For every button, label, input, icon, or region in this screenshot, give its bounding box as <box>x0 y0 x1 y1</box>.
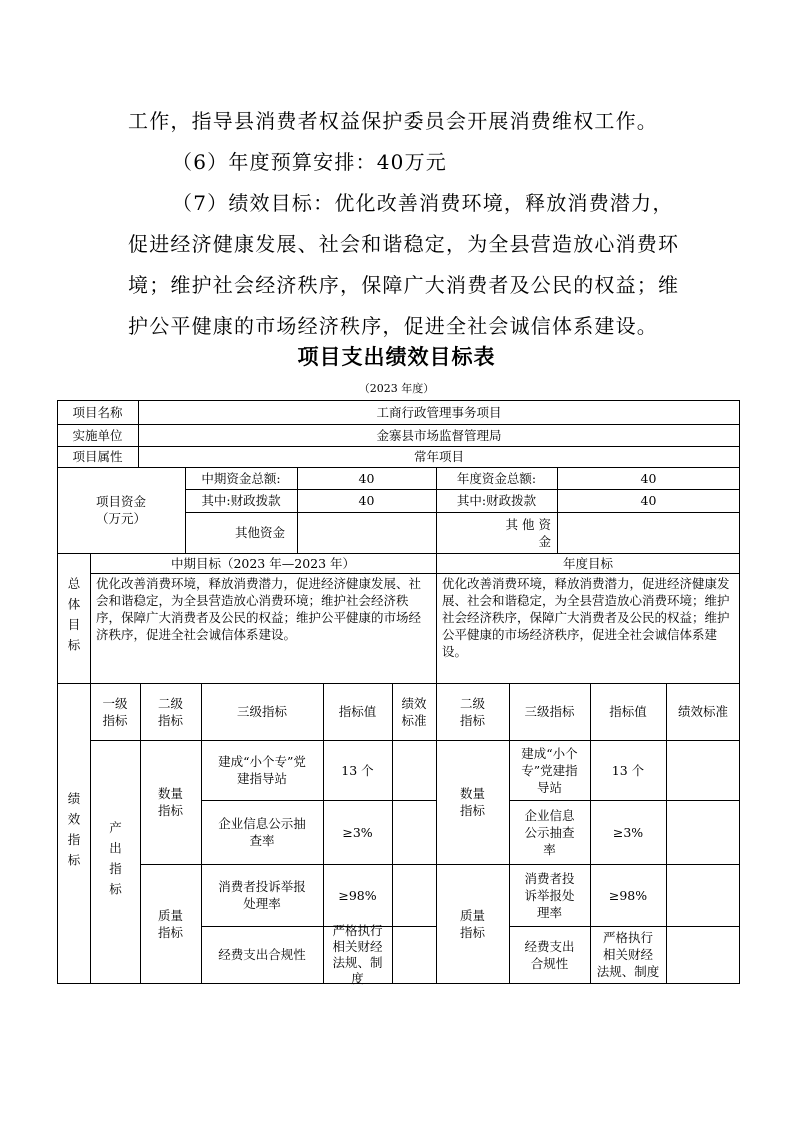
intro-line-1: 工作，指导县消费者权益保护委员会开展消费维权工作。 <box>128 109 658 133</box>
header-value-right: 指标值 <box>609 704 647 719</box>
performance-label: 绩效指标 <box>66 792 81 874</box>
indicator-name-left: 建成“小个专”党 建指导站 <box>218 754 306 786</box>
year-fiscal-label: 其中:财政拨款 <box>456 493 537 508</box>
year-label: （2023 年度） <box>358 382 435 395</box>
mid-other-label: 其他资金 <box>234 525 285 540</box>
indicator-value-left: 13 个 <box>341 762 374 778</box>
header-level2-right: 二级 指标 <box>459 695 485 728</box>
year-goal-header: 年度目标 <box>562 555 613 571</box>
intro-item-6: （6）年度预算安排：40万元 <box>172 150 447 174</box>
indicator-name-left: 经费支出合规性 <box>218 947 306 962</box>
unit-value: 金寨县市场监督管理局 <box>376 427 502 443</box>
mid-fiscal-value: 40 <box>358 493 375 508</box>
header-level1: 一级 指标 <box>102 695 128 728</box>
mid-total-value: 40 <box>358 470 375 486</box>
year-other-label: 其 他 资 金 <box>505 516 551 549</box>
header-level3: 三级指标 <box>236 704 287 719</box>
indicator-value-left: ≥98% <box>338 887 377 903</box>
mid-fiscal-label: 其中:财政拨款 <box>201 493 281 508</box>
indicator-value-right: 13 个 <box>611 762 645 778</box>
indicator-value-right: ≥98% <box>608 887 648 903</box>
funds-label-text: 项目资金 <box>95 494 146 509</box>
quality-indicator-label-right: 质量 指标 <box>459 907 485 940</box>
attr-label: 项目属性 <box>72 449 123 464</box>
indicator-name-left: 消费者投诉举报 处理率 <box>218 879 306 911</box>
funds-label <box>57 467 185 553</box>
indicator-name-right: 建成“小个 专”党建指 导站 <box>521 745 578 795</box>
year-goal-text: 优化改善消费环境，释放消费潜力，促进经济健康发展、社会和谐稳定，为全县营造放心消费环境；维护社会经济秩序，保障广大消费者及公民的权益；维护公平健康的市场经济秩序，促进全社会诚信体系建设。 <box>442 576 730 659</box>
indicator-value-right: ≥3% <box>612 824 644 840</box>
header-level3-right: 三级指标 <box>524 704 575 719</box>
output-indicator-label: 产出指标 <box>107 820 123 903</box>
indicator-value-left: ≥3% <box>342 824 373 840</box>
table-title: 项目支出绩效目标表 <box>297 345 496 369</box>
mid-total-label: 中期资金总额: <box>201 470 281 486</box>
quality-indicator-label: 质量 指标 <box>157 907 183 940</box>
quantity-indicator-label-right: 数量 指标 <box>459 786 485 818</box>
funds-unit: （万元） <box>95 511 146 526</box>
indicator-name-right: 消费者投 诉举报处 理率 <box>524 870 575 920</box>
intro-item-7: （7）绩效目标：优化改善消费环境，释放消费潜力，促进经济健康发展、社会和谐稳定，为全县营造放心消费环境；维护社会经济秩序，保障广大消费者及公民的权益；维护公平健康的市场经济秩序，促进全社会诚信体系建设。 <box>128 191 680 338</box>
year-fiscal-value: 40 <box>640 493 657 508</box>
header-level2: 二级 指标 <box>157 695 183 728</box>
indicator-value-right: 严格执行 相关财经 法规、制度 <box>596 930 660 979</box>
indicator-name-right: 经费支出 合规性 <box>524 938 575 971</box>
mid-goal-text: 优化改善消费环境，释放消费潜力，促进经济健康发展、社会和谐稳定，为全县营造放心消费环境；维护社会经济秩序，保障广大消费者及公民的权益；维护公平健康的市场经济秩序，促进全社会诚信体系建设。 <box>96 576 422 642</box>
year-total-label: 年度资金总额: <box>456 470 537 486</box>
header-standard-right: 绩效标准 <box>677 704 728 719</box>
unit-label: 实施单位 <box>72 427 123 443</box>
attr-value: 常年项目 <box>413 449 464 464</box>
project-name-value: 工商行政管理事务项目 <box>376 404 502 420</box>
header-standard: 绩效 标准 <box>401 695 427 728</box>
mid-goal-header: 中期目标（2023 年—2023 年） <box>170 555 356 571</box>
indicator-name-left: 企业信息公示抽 查率 <box>218 816 306 848</box>
header-value: 指标值 <box>338 704 377 719</box>
project-name-label: 项目名称 <box>72 404 123 420</box>
overall-goal-label: 总体目标 <box>66 577 81 659</box>
quantity-indicator-label: 数量 指标 <box>157 786 183 818</box>
indicator-name-right: 企业信息 公示抽查 率 <box>524 807 575 857</box>
year-total-value: 40 <box>640 470 657 486</box>
indicator-value-left: 严格执行 相关财经 法规、制 度 <box>332 922 383 986</box>
